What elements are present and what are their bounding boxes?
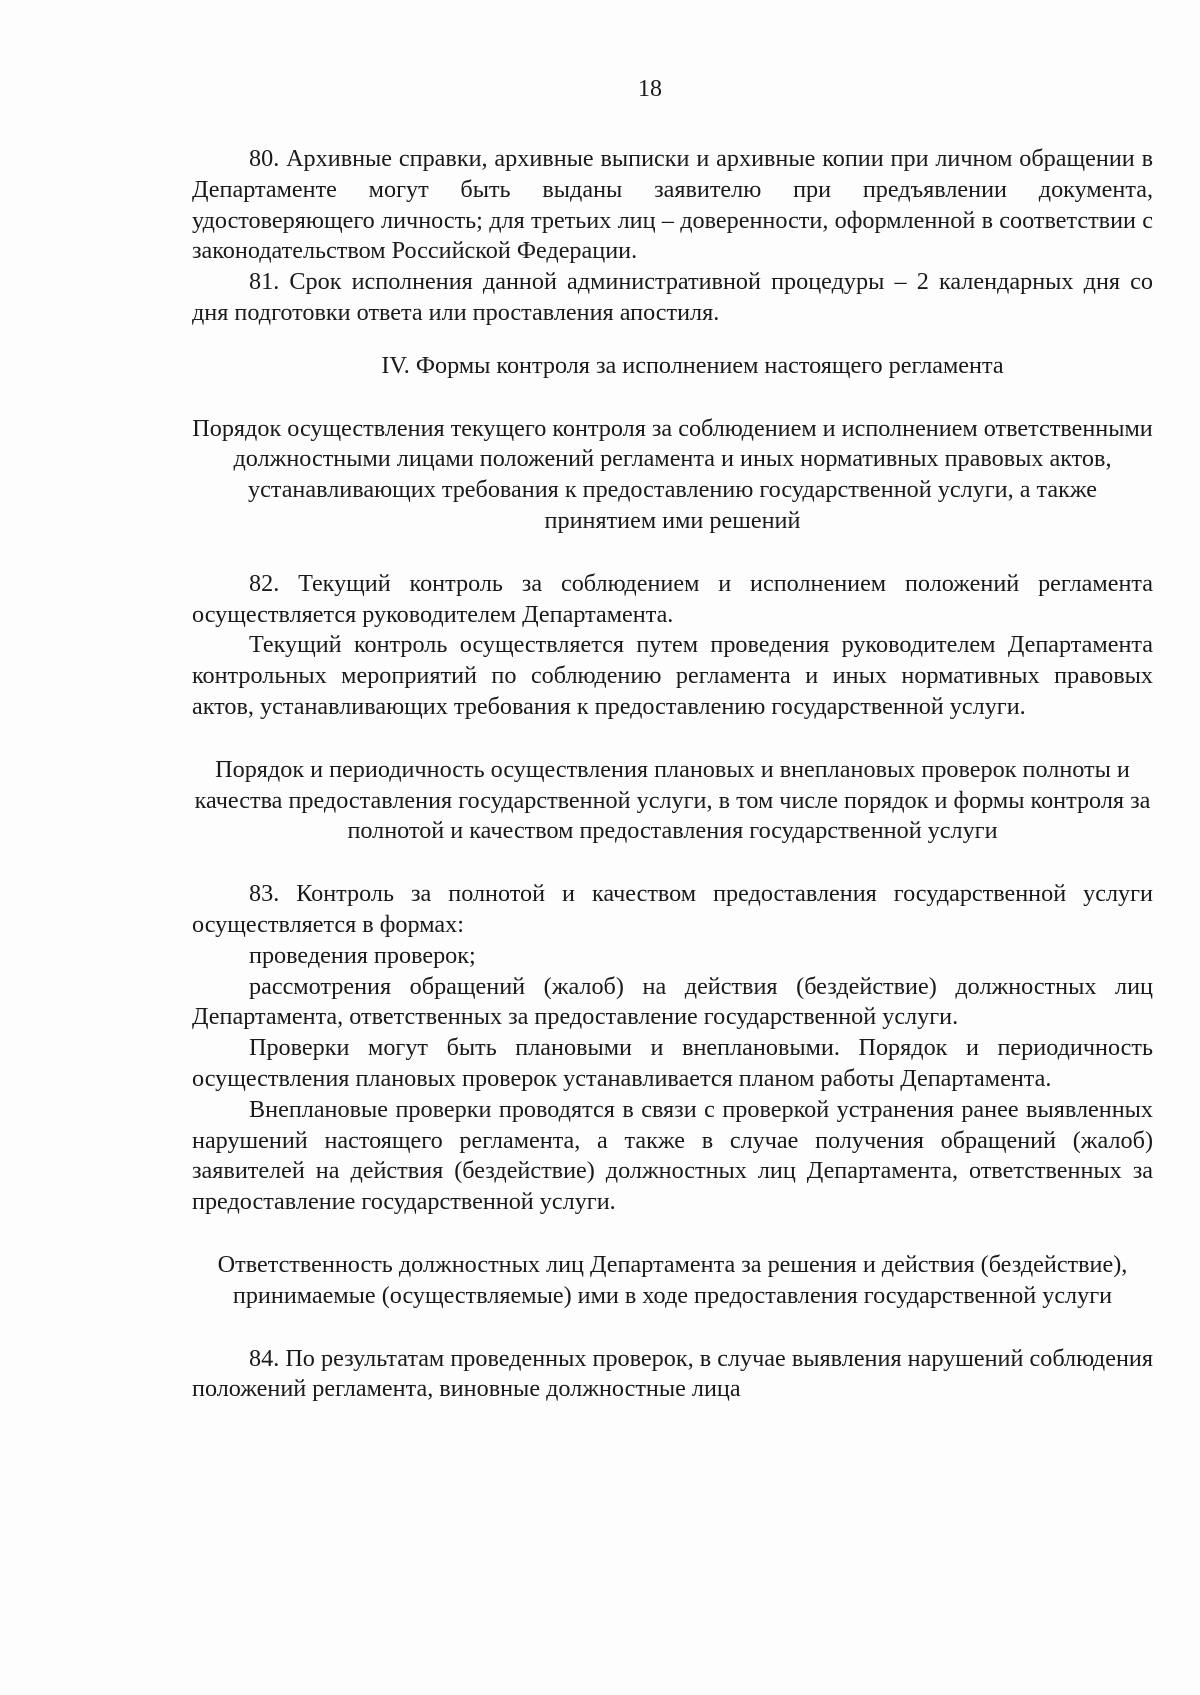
page-number: 18 bbox=[638, 76, 662, 102]
paragraph-83-planned: Проверки могут быть плановыми и внеплановыми. Порядок и периодичность осуществления плановых проверок устанавливается планом работы Департамента. bbox=[192, 1034, 1153, 1092]
paragraph-83: 83. Контроль за полнотой и качеством предоставления государственной услуги осуществляется в формах: bbox=[192, 880, 1153, 938]
paragraph-80: 80. Архивные справки, архивные выписки и архивные копии при личном обращении в Департаменте могут быть выданы заявителю при предъявлении документа, удостоверяющего личность; для третьих лиц – доверенности, оформленной в соответствии с законодательством Российской Федерации. bbox=[192, 145, 1153, 265]
paragraph-84: 84. По результатам проведенных проверок, в случае выявления нарушений соблюдения положений регламента, виновные должностные лица bbox=[192, 1344, 1153, 1403]
document-body bbox=[192, 144, 1153, 1405]
paragraph-83-item-1: проведения проверок; bbox=[249, 941, 476, 969]
paragraph-83-item-2: рассмотрения обращений (жалоб) на действия (бездействие) должностных лиц Департамента, ответственных за предоставление государственной услуги. bbox=[192, 972, 1153, 1031]
paragraph-82-continued: Текущий контроль осуществляется путем проведения руководителем Департамента контрольных мероприятий по соблюдению регламента и иных нормативных правовых актов, устанавливающих требования к предоставлению государственной услуги. bbox=[192, 631, 1153, 720]
paragraph-82: 82. Текущий контроль за соблюдением и исполнением положений регламента осуществляется руководителем Департамента. bbox=[192, 569, 1153, 628]
subheading-inspections: Порядок и периодичность осуществления плановых и внеплановых проверок полноты и качества предоставления государственной услуги, в том числе порядок и формы контроля за полнотой и качеством предоставления государственной услуги bbox=[194, 755, 1151, 845]
section-heading-iv: IV. Формы контроля за исполнением настоящего регламента bbox=[381, 351, 1004, 379]
subheading-current-control: Порядок осуществления текущего контроля за соблюдением и исполнением ответственными должностными лицами положений регламента и иных нормативных правовых актов, устанавливающих требования к предоставлению государственной услуги, а также принятием ими решений bbox=[192, 414, 1153, 534]
paragraph-81: 81. Срок исполнения данной административной процедуры – 2 календарных дня со дня подготовки ответа или проставления апостиля. bbox=[192, 268, 1153, 326]
subheading-responsibility: Ответственность должностных лиц Департамента за решения и действия (бездействие), принимаемые (осуществляемые) ими в ходе предоставления государственной услуги bbox=[217, 1250, 1128, 1309]
paragraph-83-unplanned: Внеплановые проверки проводятся в связи с проверкой устранения ранее выявленных нарушений настоящего регламента, а также в случае получения обращений (жалоб) заявителей на действия (бездействие) должностных лиц Департамента, ответственных за предоставление государственной услуги. bbox=[192, 1095, 1153, 1216]
